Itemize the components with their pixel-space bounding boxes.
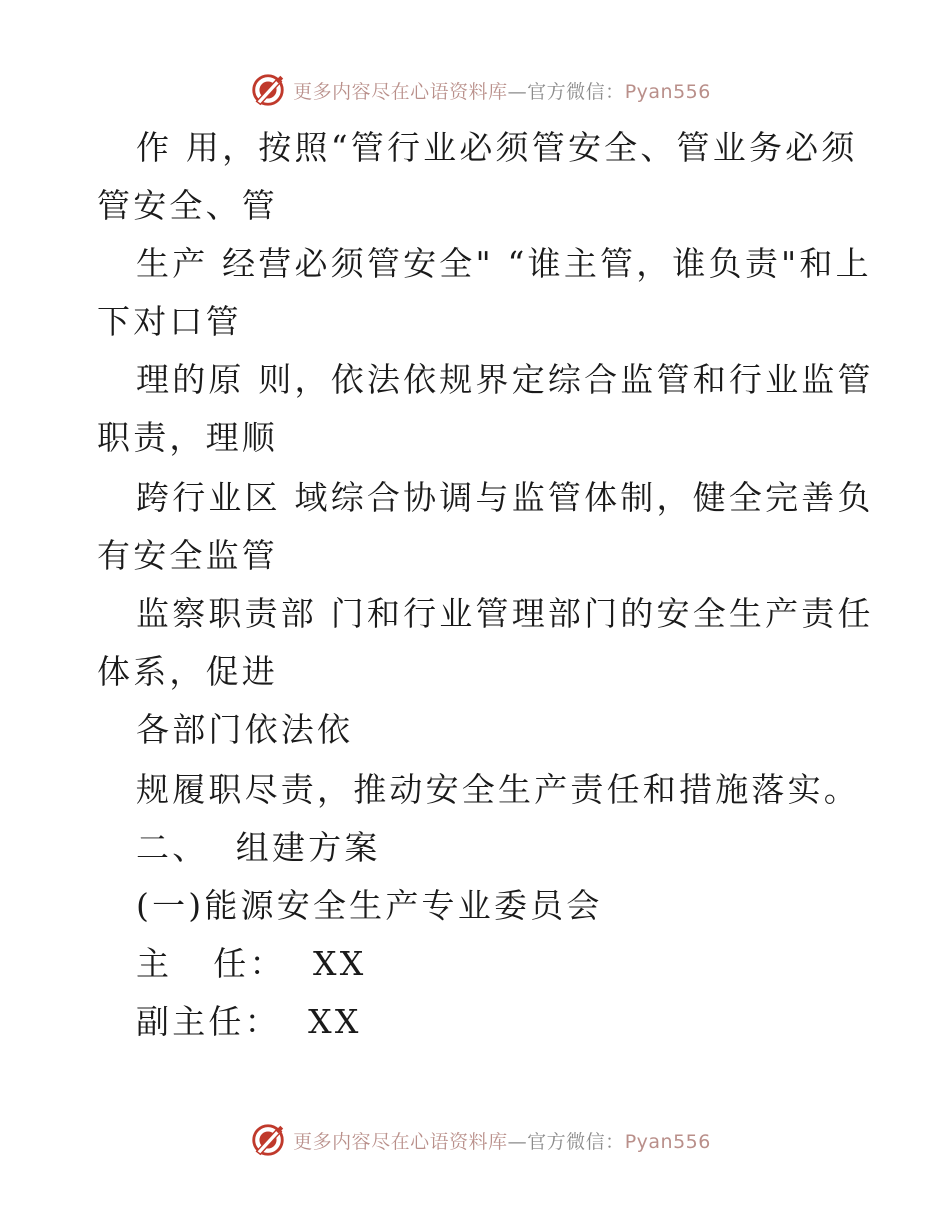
subsection-heading: (一)能源安全生产专业委员会 (136, 886, 603, 925)
banner-wechat-id: Pyan556 (624, 1130, 711, 1153)
section-heading: 二、 组建方案 (136, 828, 381, 867)
paragraph-line: 规履职尽责，推动安全生产责任和措施落实。 (136, 770, 860, 809)
paragraph-line: 管安全、管 (97, 186, 278, 225)
deputy-director-line: 副主任： XX (136, 1002, 362, 1041)
paragraph-line: 下对口管 (97, 302, 242, 341)
pen-badge-icon (249, 1121, 287, 1159)
banner-text-gray: —官方微信： (507, 1130, 625, 1153)
header-banner-content (249, 71, 711, 109)
paragraph-line: 作 用，按照“管行业必须管安全、管业务必须 (136, 128, 858, 167)
paragraph-line: 有安全监管 (97, 536, 278, 575)
banner-text-red: 更多内容尽在心语资料库 (293, 1130, 508, 1153)
banner-text (293, 77, 711, 104)
footer-banner (0, 1118, 950, 1162)
header-banner (0, 68, 950, 112)
footer-banner-content (249, 1121, 711, 1159)
pen-badge-icon (249, 71, 287, 109)
banner-text-red: 更多内容尽在心语资料库 (293, 80, 508, 103)
director-line: 主 任： XX (136, 944, 367, 983)
paragraph-line: 生产 经营必须管安全" “谁主管，谁负责"和上 (136, 244, 872, 283)
paragraph-line: 体系，促进 (97, 652, 278, 691)
banner-text-gray: —官方微信： (507, 80, 625, 103)
paragraph-line: 跨行业区 域综合协调与监管体制，健全完善负 (136, 478, 874, 517)
paragraph-line: 各部门依法依 (136, 710, 354, 749)
banner-text (293, 1127, 711, 1154)
banner-wechat-id: Pyan556 (624, 80, 711, 103)
paragraph-line: 监察职责部 门和行业管理部门的安全生产责任 (136, 594, 874, 633)
paragraph-line: 职责，理顺 (97, 418, 278, 457)
paragraph-line: 理的原 则，依法依规界定综合监管和行业监管 (136, 360, 874, 399)
